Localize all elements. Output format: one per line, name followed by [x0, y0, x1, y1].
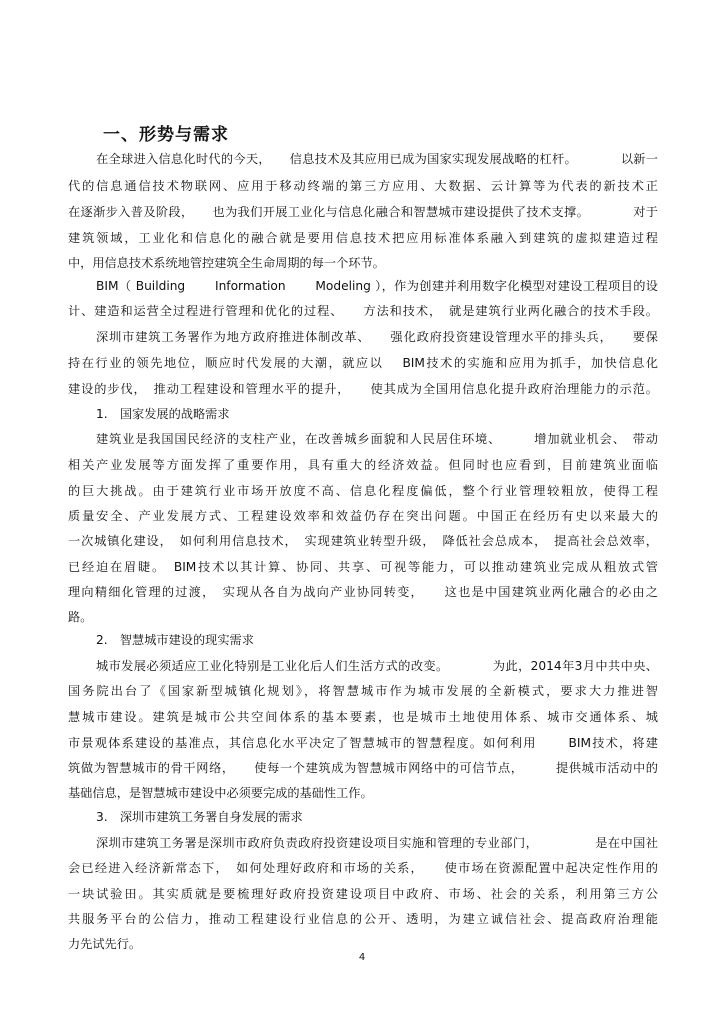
para-line: 质量安全、产业发展方式、工程建设效率和效益仍存在突出问题。中国正在经历有史以来最大的	[68, 509, 658, 523]
para-line: 城市发展必须适应工业化特别是工业化后人们生活方式的改变。 为此，2014年3月中共中央、	[96, 659, 658, 673]
para-line: 建设的步伐， 推动工程建设和管理水平的提升， 使其成为全国用信息化提升政府治理能力的示范。	[68, 382, 658, 396]
para-line: 慧城市建设。建筑是城市公共空间体系的基本要素，也是城市土地使用体系、城市交通体系、城	[68, 710, 658, 724]
subsection-title-1: 1. 国家发展的战略需求	[96, 407, 230, 421]
para-line: 在全球进入信息化时代的今天， 信息技术及其应用已成为国家实现发展战略的杠杆。 以新一	[96, 152, 658, 166]
subsection-title-3: 3. 深圳市建筑工务署自身发展的需求	[96, 810, 303, 824]
para-line: 代的信息通信技术物联网、应用于移动终端的第三方应用、大数据、云计算等为代表的新技术正	[68, 179, 658, 193]
subsection-title-2: 2. 智慧城市建设的现实需求	[96, 633, 254, 647]
para-line: 深圳市建筑工务署是深圳市政府负责政府投资建设项目实施和管理的专业部门， 是在中国社	[96, 836, 658, 850]
para-line: 理向精细化管理的过渡， 实现从各自为战向产业协同转变， 这也是中国建筑业两化融合的必由之	[68, 585, 658, 599]
para-line: BIM（ Building Information Modeling ），作为创建并利用数字化模型对建设工程项目的设	[96, 279, 658, 293]
para-line: 中，用信息技术系统地管控建筑全生命周期的每一个环节。	[68, 256, 385, 270]
para-line: 国务院出台了《国家新型城镇化规划》，将智慧城市作为城市发展的全新模式，要求大力推进智	[68, 684, 658, 698]
para-line: 的巨大挑战。由于建筑行业市场开放度不高、信息化程度偏低，整个行业管理较粗放，使得工程	[68, 484, 658, 498]
para-line: 基础信息，是智慧城市建设中必须要完成的基础性工作。	[68, 786, 373, 800]
para-line: 市景观体系建设的基准点，其信息化水平决定了智慧城市的智慧程度。如何利用 BIM技术，将建	[68, 736, 658, 750]
para-line: 计、建造和运营全过程进行管理和优化的过程、 方法和技术， 就是建筑行业两化融合的技术手段。	[68, 304, 658, 318]
para-line: 在逐渐步入普及阶段， 也为我们开展工业化与信息化融合和智慧城市建设提供了技术支撑。 对于	[68, 205, 658, 219]
para-line: 相关产业发展等方面发挥了重要作用，具有重大的经济效益。但同时也应看到，目前建筑业面临	[68, 458, 658, 472]
para-line: 深圳市建筑工务署作为地方政府推进体制改革、 强化政府投资建设管理水平的排头兵， 要保	[96, 330, 658, 344]
para-line: 一次城镇化建设， 如何利用信息技术， 实现建筑业转型升级， 降低社会总成本， 提高社会总效率，	[68, 534, 658, 548]
para-line: 共服务平台的公信力，推动工程建设行业信息的公开、透明，为建立诚信社会、提高政府治理能	[68, 912, 658, 926]
para-line: 会已经进入经济新常态下， 如何处理好政府和市场的关系， 使市场在资源配置中起决定性作用的	[68, 861, 658, 875]
para-line: 建筑领域，工业化和信息化的融合就是要用信息技术把应用标准体系融入到建筑的虚拟建造过程	[68, 231, 658, 245]
section-heading: 一、形势与需求	[103, 125, 229, 145]
para-line: 已经迫在眉睫。 BIM技术以其计算、协同、共享、可视等能力，可以推动建筑业完成从粗放式管	[68, 560, 658, 574]
para-line: 力先试先行。	[68, 937, 142, 951]
para-line: 路。	[68, 610, 93, 624]
para-line: 建筑业是我国国民经济的支柱产业，在改善城乡面貌和人民居住环境、 增加就业机会、 带动	[96, 432, 658, 446]
page-number: 4	[358, 952, 366, 963]
para-line: 持在行业的领先地位，顺应时代发展的大潮，就应以 BIM技术的实施和应用为抓手，加快信息化	[68, 356, 658, 370]
para-line: 筑做为智慧城市的骨干网络， 使每一个建筑成为智慧城市网络中的可信节点， 提供城市活动中的	[68, 761, 658, 775]
para-line: 一块试验田。其实质就是要梳理好政府投资建设项目中政府、市场、社会的关系，利用第三方公	[68, 887, 658, 901]
